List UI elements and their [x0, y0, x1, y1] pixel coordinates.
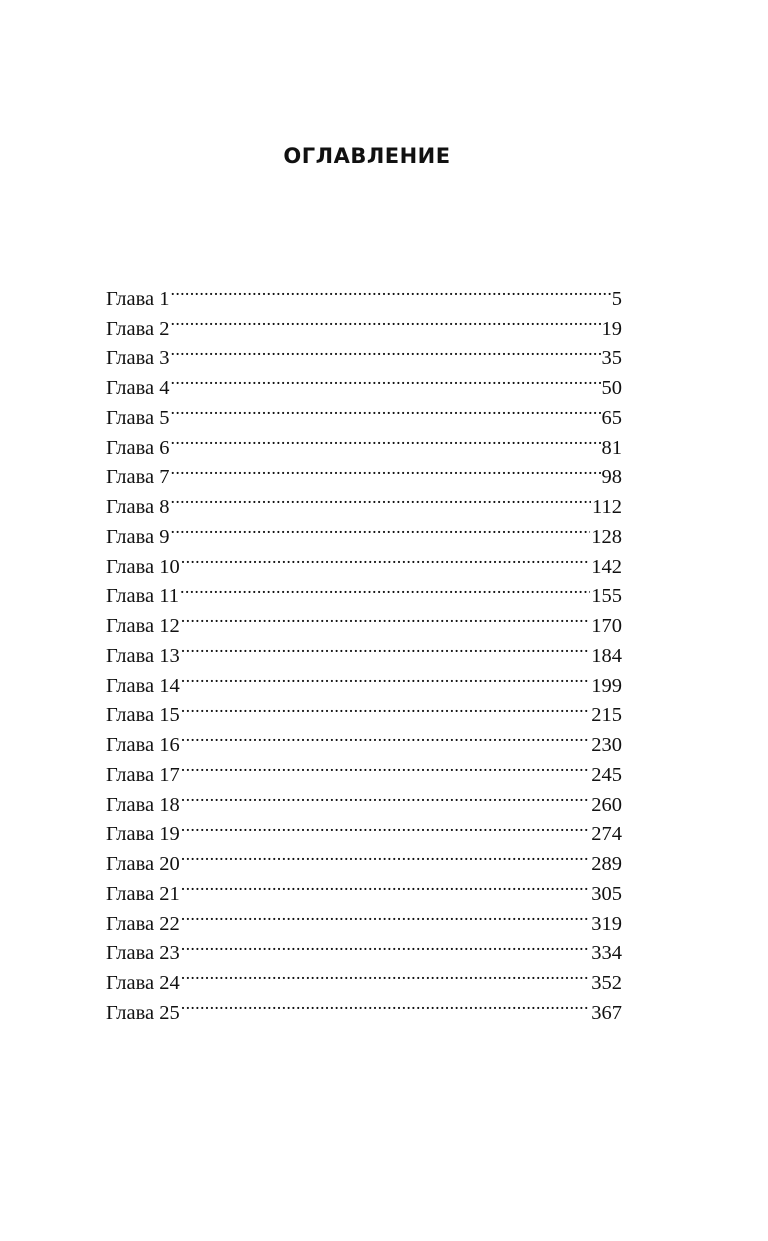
- chapter-label: Глава 18: [106, 793, 180, 816]
- toc-entry[interactable]: [106, 662, 622, 697]
- dot-leader: [171, 513, 591, 543]
- chapter-label: Глава 16: [106, 734, 180, 756]
- chapter-label: Глава 9: [106, 525, 170, 548]
- page-number: 230: [591, 734, 622, 756]
- page-number: 334: [591, 942, 622, 965]
- page-number: 35: [601, 347, 622, 370]
- toc-entry[interactable]: [106, 364, 622, 399]
- page-number: 319: [591, 912, 622, 935]
- toc-entry[interactable]: [106, 543, 622, 578]
- chapter-label: Глава 12: [106, 615, 180, 637]
- chapter-label: Глава 1: [106, 287, 170, 310]
- page-number: 352: [591, 972, 622, 994]
- toc-entry[interactable]: [106, 959, 622, 994]
- toc-entry[interactable]: [106, 870, 622, 905]
- toc-entry[interactable]: [106, 305, 622, 340]
- page-number: 305: [591, 882, 622, 905]
- toc-entry[interactable]: [106, 721, 622, 756]
- chapter-label: Глава 8: [106, 496, 170, 518]
- dot-leader: [181, 811, 590, 841]
- page-number: 142: [591, 555, 622, 578]
- toc-entry[interactable]: [106, 930, 622, 965]
- toc-entry[interactable]: [106, 632, 622, 667]
- chapter-label: Глава 24: [106, 972, 180, 994]
- dot-leader: [171, 305, 601, 335]
- chapter-label: Глава 5: [106, 406, 170, 429]
- dot-leader: [181, 602, 590, 632]
- page-number: 98: [601, 466, 622, 489]
- toc-entry[interactable]: [106, 989, 622, 1024]
- toc-entry[interactable]: [106, 602, 622, 637]
- dot-leader: [171, 483, 591, 513]
- dot-leader: [181, 751, 590, 781]
- dot-leader: [181, 781, 590, 811]
- chapter-label: Глава 6: [106, 436, 170, 459]
- page-number: 81: [601, 436, 622, 459]
- dot-leader: [181, 989, 590, 1019]
- chapter-label: Глава 14: [106, 674, 180, 697]
- dot-leader: [171, 275, 611, 305]
- toc-entry[interactable]: [106, 692, 622, 727]
- dot-leader: [171, 394, 601, 424]
- dot-leader: [181, 900, 590, 930]
- chapter-label: Глава 3: [106, 347, 170, 370]
- page-number: 215: [591, 704, 622, 727]
- chapter-label: Глава 10: [106, 555, 180, 578]
- toc-entry[interactable]: [106, 513, 622, 548]
- page-number: 5: [611, 287, 622, 310]
- dot-leader: [171, 454, 601, 484]
- dot-leader: [171, 424, 601, 454]
- chapter-label: Глава 17: [106, 763, 180, 786]
- chapter-label: Глава 13: [106, 644, 180, 667]
- toc-entry[interactable]: [106, 424, 622, 459]
- dot-leader: [180, 573, 590, 603]
- dot-leader: [181, 543, 590, 573]
- page-number: 367: [591, 1001, 622, 1024]
- page-number: 184: [591, 644, 622, 667]
- page-number: 128: [591, 525, 622, 548]
- toc-entry[interactable]: [106, 781, 622, 816]
- chapter-label: Глава 21: [106, 882, 180, 905]
- chapter-label: Глава 15: [106, 704, 180, 727]
- dot-leader: [181, 930, 590, 960]
- page-number: 289: [591, 853, 622, 875]
- chapter-label: Глава 2: [106, 317, 170, 340]
- table-of-contents: [106, 275, 622, 1024]
- page-number: 155: [591, 585, 622, 608]
- page-title: ОГЛАВЛЕНИЕ: [283, 144, 451, 168]
- chapter-label: Глава 20: [106, 853, 180, 875]
- chapter-label: Глава 19: [106, 823, 180, 846]
- toc-entry[interactable]: [106, 335, 622, 370]
- toc-entry[interactable]: [106, 394, 622, 429]
- toc-entry[interactable]: [106, 275, 622, 310]
- dot-leader: [171, 335, 601, 365]
- dot-leader: [181, 662, 590, 692]
- page-number: 245: [591, 763, 622, 786]
- chapter-label: Глава 22: [106, 912, 180, 935]
- dot-leader: [181, 692, 590, 722]
- chapter-label: Глава 11: [106, 585, 180, 608]
- page-number: 199: [591, 674, 622, 697]
- page-number: 260: [591, 793, 622, 816]
- toc-entry[interactable]: [106, 900, 622, 935]
- chapter-label: Глава 7: [106, 466, 170, 489]
- page-number: 65: [601, 406, 622, 429]
- dot-leader: [181, 959, 590, 989]
- toc-entry[interactable]: [106, 811, 622, 846]
- page-number: 170: [591, 615, 622, 637]
- toc-entry[interactable]: [106, 751, 622, 786]
- page-number: 112: [592, 496, 622, 518]
- toc-entry[interactable]: [106, 573, 622, 608]
- toc-entry[interactable]: [106, 483, 622, 518]
- toc-entry[interactable]: [106, 840, 622, 875]
- chapter-label: Глава 25: [106, 1001, 180, 1024]
- dot-leader: [181, 840, 590, 870]
- page-number: 50: [601, 377, 622, 399]
- toc-entry[interactable]: [106, 454, 622, 489]
- dot-leader: [181, 721, 590, 751]
- page-number: 274: [591, 823, 622, 846]
- chapter-label: Глава 23: [106, 942, 180, 965]
- dot-leader: [181, 632, 590, 662]
- dot-leader: [171, 364, 601, 394]
- dot-leader: [181, 870, 590, 900]
- page-number: 19: [601, 317, 622, 340]
- chapter-label: Глава 4: [106, 377, 170, 399]
